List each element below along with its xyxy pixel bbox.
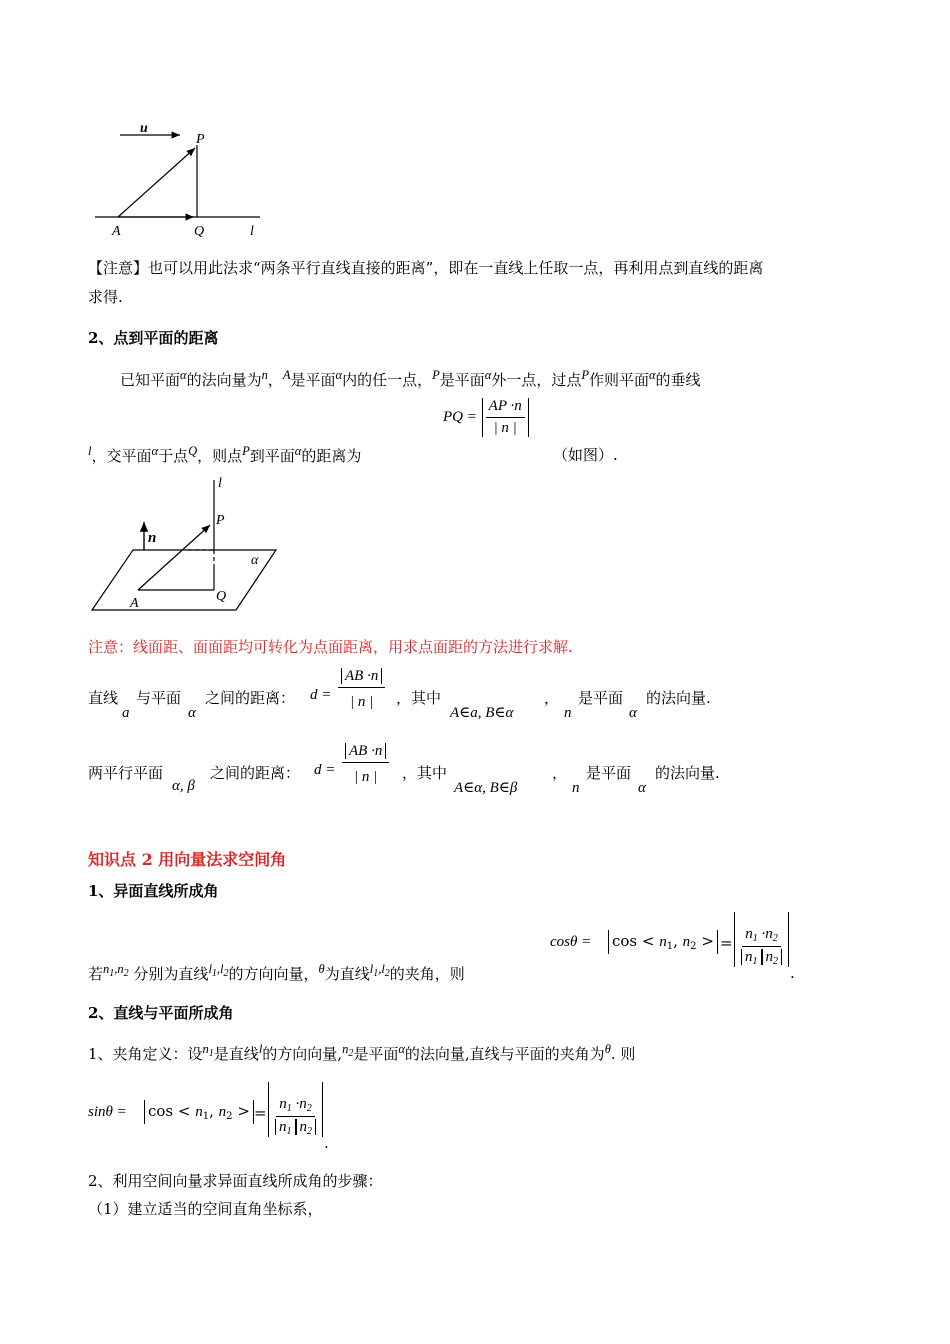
n2: n — [299, 1096, 307, 1112]
q-label: Q — [194, 224, 205, 239]
alpha-beta-symbols: α, β — [172, 778, 195, 794]
text: 外一点，过点 — [491, 371, 582, 389]
alpha-symbol: α — [648, 368, 656, 382]
text: 的法向量. — [646, 689, 711, 707]
see-figure: （如图）. — [553, 446, 618, 464]
text: 直线 — [88, 689, 119, 707]
fraction — [338, 668, 385, 711]
text: 是平面 — [439, 371, 485, 389]
note-line-1: 【注意】也可以用此法求“两条平行直线直接的距离”，即在一直线上任取一点，再利用点到直线的距离 — [88, 259, 764, 277]
n2: n — [218, 1104, 227, 1120]
point-plane-distance-figure — [88, 472, 288, 617]
numerator — [742, 912, 781, 947]
plane-plane-distance — [88, 743, 768, 803]
skew-lines-heading: 1、异面直线所成角 — [88, 882, 219, 900]
sub-1: 1 — [666, 941, 674, 952]
n1: n — [659, 934, 667, 950]
sin-theta-eq: sinθ = — [88, 1104, 127, 1120]
d-eq: d = — [310, 687, 332, 703]
fraction — [342, 743, 389, 786]
step-1: （1）建立适当的空间直角坐标系， — [88, 1200, 323, 1218]
n-symbol: n — [261, 368, 268, 382]
cos-abs: $\cos < n_1$, $n_2$ > — [144, 1100, 254, 1124]
n1: n1 — [202, 1042, 214, 1059]
q-symbol: Q — [188, 444, 198, 458]
l1-l2: l1,l2 — [208, 962, 229, 979]
alpha-symbol: α — [188, 705, 196, 721]
pq-formula — [443, 398, 529, 437]
text: 于点 — [158, 447, 189, 465]
fraction-abs — [734, 912, 789, 967]
text: 之间的距离： — [210, 764, 301, 782]
text: 的方向向量， — [228, 965, 319, 983]
text: ，其中 — [396, 689, 442, 707]
fraction-wrap — [338, 668, 385, 711]
sub-1: 1 — [286, 1126, 292, 1137]
text: 的距离为 — [301, 447, 362, 465]
n2: n — [682, 934, 691, 950]
a-symbol: a — [122, 705, 130, 721]
numerator — [342, 743, 389, 763]
text: 是平面 — [578, 689, 624, 707]
condition: A∈a, B∈α — [450, 705, 514, 721]
condition: A∈α, B∈β — [454, 780, 518, 796]
cos-theta-eq: cosθ = — [550, 934, 592, 950]
cos-label: cos — [612, 932, 638, 950]
numerator — [338, 668, 385, 688]
numerator — [276, 1082, 315, 1117]
alpha-symbol: α — [294, 444, 302, 458]
sub-2: 2 — [226, 1111, 233, 1122]
l-symbol: l — [88, 444, 92, 458]
alpha-label: α — [251, 553, 259, 568]
point-line-distance-figure — [90, 115, 270, 240]
d-eq: d = — [314, 762, 336, 778]
p-symbol: P — [581, 368, 589, 382]
n1: n — [279, 1119, 287, 1135]
l-label: l — [218, 476, 222, 491]
skew-description — [88, 962, 465, 984]
p-label: P — [196, 132, 205, 147]
text: 是直线 — [213, 1045, 259, 1063]
l1-l2: l1,l2 — [369, 962, 390, 979]
theta-symbol: θ — [604, 1042, 611, 1056]
text: 的法向量,直线与平面的夹角为 — [404, 1045, 605, 1063]
ab-vector: AB — [345, 668, 364, 684]
knowledge-point-2-heading: 知识点 2 用向量法求空间角 — [88, 850, 287, 869]
alpha-symbol: α — [629, 705, 637, 721]
l-label: l — [250, 224, 254, 239]
equals-sign: = — [254, 1104, 267, 1122]
text: 是平面 — [586, 764, 632, 782]
sub-1: 1 — [752, 933, 758, 944]
sub-2: 2 — [772, 933, 778, 944]
text: ，交平面 — [91, 447, 152, 465]
alpha-symbol: α — [398, 1042, 405, 1056]
dot-n: ·n — [367, 668, 379, 684]
text: 分别为直线 — [133, 965, 209, 983]
text: 与平面 — [136, 689, 182, 707]
fraction-abs — [268, 1082, 323, 1137]
alpha-symbol: α — [638, 780, 646, 796]
plane-alpha — [92, 550, 276, 610]
n2: n — [299, 1119, 307, 1135]
equals-sign: = — [720, 934, 733, 952]
text: 是平面 — [290, 371, 336, 389]
sub-1: 1 — [202, 1111, 210, 1122]
text: 两平行平面 — [88, 764, 164, 782]
dot-n: ·n — [510, 398, 522, 414]
abs-bars — [345, 743, 386, 759]
text: 到平面 — [249, 447, 295, 465]
text: 已知平面 — [120, 371, 181, 389]
sub-1: 1 — [752, 956, 758, 967]
note-line-2: 求得. — [88, 288, 123, 306]
ap-vector-arrow — [118, 148, 195, 217]
text: 之间的距离： — [205, 689, 296, 707]
n2: n2 — [342, 1042, 354, 1059]
text: 的法向量为 — [186, 371, 262, 389]
numerator — [486, 398, 525, 418]
alpha-symbol: α — [484, 368, 492, 382]
paragraph-line-1 — [120, 368, 701, 390]
n-symbol: n — [564, 705, 572, 721]
cos-label: cos — [148, 1102, 174, 1120]
period: . — [790, 964, 795, 982]
denominator: | n | — [493, 420, 517, 436]
sub-1: 1 — [286, 1103, 292, 1114]
angle-definition — [88, 1042, 635, 1064]
text: 为直线 — [324, 965, 370, 983]
fraction-wrap — [342, 743, 389, 786]
text: 若 — [88, 965, 104, 983]
n1: n — [279, 1096, 287, 1112]
text: ，其中 — [402, 764, 448, 782]
n-symbol: n — [572, 780, 580, 796]
a-symbol: A — [282, 368, 291, 382]
fraction — [272, 1082, 319, 1137]
line-plane-distance — [88, 668, 768, 728]
l-symbol: l — [258, 1042, 263, 1056]
cos-abs: $\cos < n_1$, $n_2$ > — [608, 930, 718, 954]
p-symbol: P — [242, 444, 250, 458]
text: 1、夹角定义：设 — [88, 1045, 203, 1063]
steps-title: 2、利用空间向量求异面直线所成角的步骤： — [88, 1172, 383, 1190]
text: . 则 — [610, 1045, 636, 1063]
u-label: u — [140, 121, 148, 136]
n1: n1,n2 — [103, 962, 129, 979]
line-plane-angle-heading: 2、直线与平面所成角 — [88, 1004, 234, 1022]
denominator — [738, 947, 785, 967]
p-label: P — [216, 513, 225, 528]
sub-2: 2 — [690, 941, 697, 952]
text: 的夹角，则 — [389, 965, 465, 983]
theta-symbol: θ — [318, 962, 325, 976]
denominator — [272, 1117, 319, 1137]
alpha-symbol: α — [151, 444, 159, 458]
ap-vector: AP — [488, 398, 507, 414]
text: 的法向量. — [655, 764, 720, 782]
abs-bars — [341, 668, 382, 684]
text: 的方向向量, — [262, 1045, 343, 1063]
n2: n — [765, 926, 773, 942]
denominator: | n | — [354, 769, 378, 785]
paragraph-line-2 — [88, 444, 361, 466]
abs-n2 — [296, 1119, 317, 1135]
abs-bars — [482, 398, 529, 437]
dot: · — [761, 926, 766, 942]
abs-n2 — [762, 949, 783, 965]
a-label: A — [130, 596, 139, 611]
n1: n — [745, 949, 753, 965]
ab-vector: AB — [349, 743, 368, 759]
fraction — [486, 398, 525, 437]
sub-2: 2 — [307, 1126, 312, 1137]
a-label: A — [112, 224, 121, 239]
n2: n — [765, 949, 773, 965]
denominator: | n | — [350, 694, 374, 710]
sub-2: 2 — [306, 1103, 312, 1114]
q-label: Q — [216, 589, 227, 604]
pq-eq: PQ = — [443, 409, 477, 425]
text: ，则点 — [197, 447, 243, 465]
text: 内的任一点， — [342, 371, 433, 389]
period: . — [324, 1134, 329, 1152]
n1: n — [195, 1104, 203, 1120]
section-heading-point-plane: 2、点到平面的距离 — [88, 329, 219, 347]
note-red: 注意：线面距、面面距均可转化为点面距离，用求点面距的方法进行求解. — [88, 638, 573, 656]
sub-2: 2 — [773, 956, 778, 967]
text: 作则平面 — [588, 371, 649, 389]
dot-n: ·n — [371, 743, 383, 759]
abs-n1 — [275, 1119, 296, 1135]
dot: · — [295, 1096, 300, 1112]
abs-n1 — [741, 949, 762, 965]
text: 是平面 — [353, 1045, 399, 1063]
alpha-symbol: α — [335, 368, 343, 382]
text: ， — [267, 371, 283, 389]
fraction — [738, 912, 785, 967]
n-label: n — [148, 530, 157, 546]
n1: n — [745, 926, 753, 942]
text: ， — [544, 689, 560, 707]
alpha-symbol: α — [180, 368, 187, 382]
text: 的垂线 — [655, 371, 701, 389]
text: ， — [552, 764, 568, 782]
p-symbol: P — [432, 368, 440, 382]
